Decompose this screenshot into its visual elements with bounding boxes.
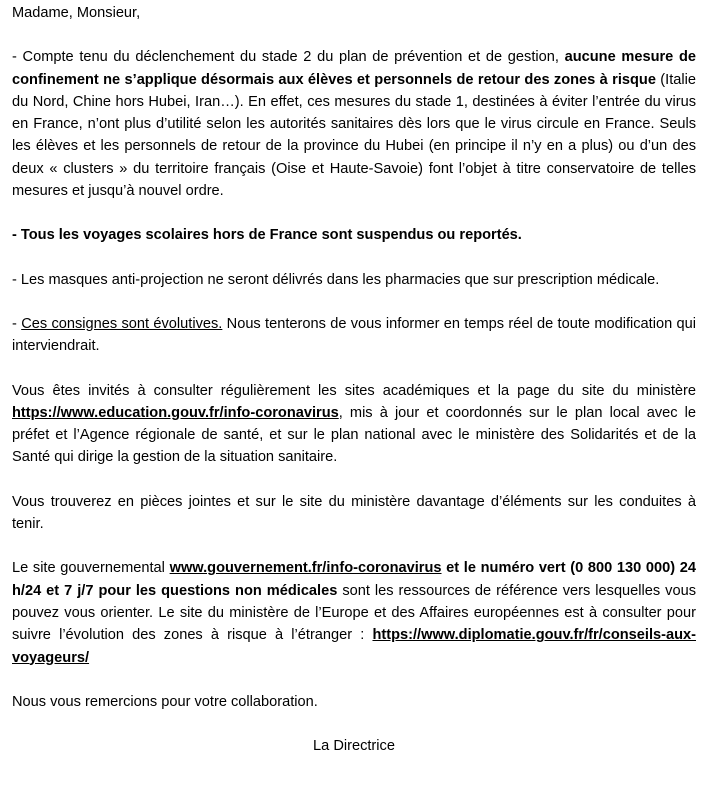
confinement-bold: aucune mesure de confinement ne s’applique désormais aux élèves et personnels de retour des zones à risque (12, 49, 697, 88)
confinement-lead: - Compte tenu du déclenchement du stade 2 du plan de prévention et de gestion, (12, 49, 565, 66)
paragraph-sites (12, 380, 696, 469)
confinement-rest: (Italie du Nord, Chine hors Hubei, Iran…). En effet, ces mesures du stade 1, destinées à éviter l’entrée du virus en France, n’ont plus d’utilité selon les autorités sanitaires dès lors que le virus circule en France. Seuls les élèves et les personnels de retour de la province du Hubei (en principe il n’y en a plus) ou d’un des deux « clusters » du territoire français (Oise et Haute-Savoie) font l’objet à titre conservatoire de telles mesures et jusqu’à nouvel ordre. (12, 71, 696, 200)
paragraph-confinement (12, 46, 696, 202)
consignes-underlined: Ces consignes sont évolutives. (21, 315, 223, 332)
sites-lead: Vous êtes invités à consulter régulièrement les sites académiques et la page du site du ministère (12, 382, 696, 399)
consignes-dash: - (12, 315, 22, 332)
letter-body (12, 2, 696, 757)
thanks-line: Nous vous remercions pour votre collaboration. (12, 693, 318, 710)
paragraph-voyages: - Tous les voyages scolaires hors de France sont suspendus ou reportés. (12, 227, 522, 244)
gouvernement-lead: Le site gouvernemental (12, 560, 170, 577)
greeting: Madame, Monsieur, (12, 5, 141, 21)
consignes-rest: Nous tenterons de vous informer en temps réel de toute modification qui interviendrait. (12, 315, 696, 355)
diplomatie-link[interactable]: https://www.diplomatie.gouv.fr/fr/conseils-aux-voyageurs/ (12, 627, 696, 666)
gouvernement-rest: sont les ressources de référence vers lesquelles vous pouvez vous orienter. Le site du ministère de l’Europe et des Affaires européennes est à consulter pour suivre l’évolution des zones à risque à l’étranger : (12, 582, 696, 644)
numero-vert-bold: et le numéro vert (0 800 130 000) 24 h/24 et 7 j/7 pour les questions non médicales (12, 560, 697, 599)
paragraph-consignes (12, 313, 696, 358)
signature: La Directrice (313, 738, 395, 755)
education-link[interactable]: https://www.education.gouv.fr/info-coronavirus (12, 404, 339, 421)
sites-rest: , mis à jour et coordonnés sur le plan local avec le préfet et l’Agence régionale de santé, et sur le plan national avec le ministère des Solidarités et de la Santé qui dirige la gestion de la situation sanitaire. (12, 404, 696, 466)
paragraph-gouvernement (12, 557, 696, 668)
gouvernement-link[interactable]: www.gouvernement.fr/info-coronavirus (169, 560, 442, 577)
paragraph-masques: - Les masques anti-projection ne seront délivrés dans les pharmacies que sur prescription médicale. (12, 271, 660, 288)
paragraph-pieces-jointes: Vous trouverez en pièces jointes et sur le site du ministère davantage d’éléments sur les conduites à tenir. (12, 493, 696, 533)
